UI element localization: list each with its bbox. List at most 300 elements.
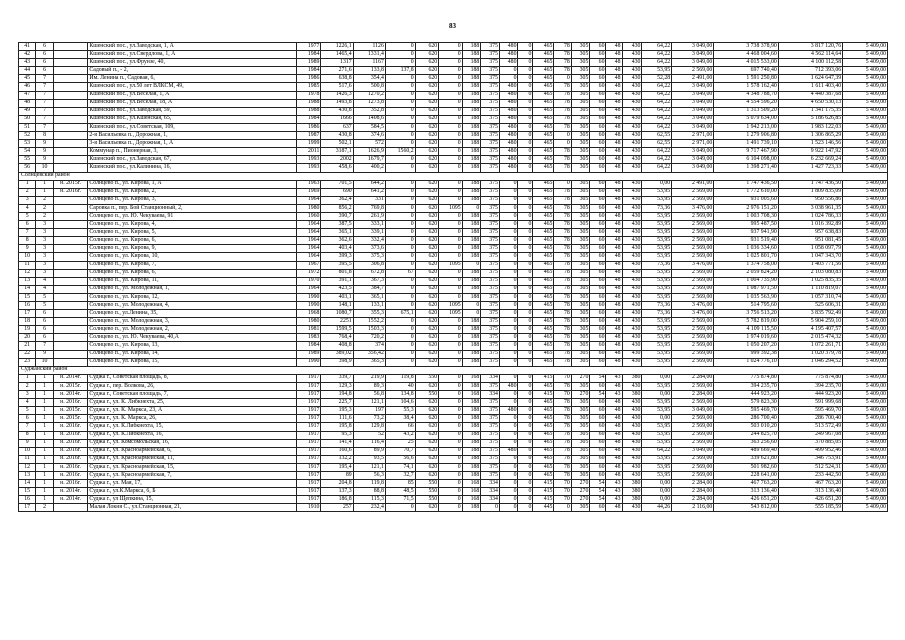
table-cell: 375	[481, 407, 500, 415]
table-cell: 400,2	[353, 164, 385, 172]
table-cell: 0	[518, 229, 533, 237]
table-cell: 64,22	[642, 123, 672, 131]
table-cell: 168	[462, 496, 481, 504]
table-cell: 1 046 294,52	[778, 358, 842, 366]
table-cell: 3 049,00	[672, 83, 714, 91]
table-cell: 2 015 474,32	[778, 334, 842, 342]
table-cell: 334	[481, 374, 500, 382]
table-cell: 1599,5	[321, 326, 353, 334]
table-cell: 380	[622, 480, 642, 488]
table-cell: н. 2016г.	[53, 480, 88, 488]
table-cell: 64,22	[642, 148, 672, 156]
table-cell: 430	[622, 196, 642, 204]
table-cell: 1968	[296, 310, 321, 318]
table-cell: 188	[462, 75, 481, 83]
table-cell: 430	[622, 132, 642, 140]
table-cell: 48	[606, 180, 622, 188]
table-cell: 188	[462, 415, 481, 423]
table-cell: 305	[571, 196, 590, 204]
table-cell: 801,8	[321, 269, 353, 277]
table-cell: н. 2015г.	[53, 407, 88, 415]
table-cell: 48	[606, 423, 622, 431]
table-cell: 9	[19, 439, 36, 447]
table-cell: 53,95	[642, 407, 672, 415]
table-cell: 362,6	[321, 237, 353, 245]
table-cell	[53, 358, 88, 366]
table-cell: 60	[590, 115, 606, 123]
table-cell: 44	[19, 67, 36, 75]
table-cell: 53,95	[642, 67, 672, 75]
table-cell: Суджа г., ул. К. Маркса, 26,	[88, 415, 296, 423]
table-cell: 5 409,00	[843, 115, 888, 123]
table-cell: 60	[590, 455, 606, 463]
table-cell: 1 983 122,03	[778, 123, 842, 131]
table-cell: 1	[36, 496, 53, 504]
table-cell: 0	[518, 196, 533, 204]
table-cell: 0	[385, 229, 415, 237]
table-cell: 43	[606, 496, 622, 504]
table-cell: 3	[36, 253, 53, 261]
table-cell: 53,95	[642, 423, 672, 431]
table-body	[19, 43, 888, 512]
table-cell: 38,4	[385, 415, 415, 423]
table-cell: 2 569,00	[672, 318, 714, 326]
table-cell: 305	[571, 99, 590, 107]
table-cell: 1552,2	[353, 318, 385, 326]
table-cell: 188	[462, 382, 481, 390]
table-cell: 1917	[296, 407, 321, 415]
table-cell: 3 476,00	[672, 302, 714, 310]
table-cell: н. 2016г.	[53, 188, 88, 196]
table-cell: 4 100 112,58	[778, 59, 842, 67]
table-cell: 513 572,49	[778, 423, 842, 431]
table-cell: Саровка п., пер. Бой Станционный, 2,	[88, 204, 296, 212]
table-cell: 1988	[296, 107, 321, 115]
table-cell: Кшенский пос., ул.Советская, 109,	[88, 123, 296, 131]
section-title: Суджанский район	[19, 366, 888, 374]
table-cell: 426 651,20	[778, 496, 842, 504]
table-cell: 1917	[296, 455, 321, 463]
table-cell: 365,3	[353, 358, 385, 366]
table-cell: 0	[439, 221, 463, 229]
table-cell: 430	[622, 123, 642, 131]
table-cell: 375,3	[353, 253, 385, 261]
table-cell: Кшенский пос., ул.Калинина, 16,	[88, 164, 296, 172]
table-cell: 3 835 792,49	[778, 310, 842, 318]
table-cell: 620	[415, 318, 439, 326]
table-cell: 465	[533, 439, 554, 447]
table-cell: 56	[19, 164, 36, 172]
table-cell: 0	[439, 75, 463, 83]
table-cell: 62,55	[642, 132, 672, 140]
table-cell: 465	[533, 212, 554, 220]
table-cell: 355,3	[353, 310, 385, 318]
table-cell: 465	[533, 180, 554, 188]
table-cell: 305	[571, 269, 590, 277]
table-cell: Кшенский пос., ул.Заводская, 59,	[88, 107, 296, 115]
table-cell: 467 763,20	[778, 480, 842, 488]
table-cell: 375	[481, 164, 500, 172]
table-cell: 0	[385, 123, 415, 131]
table-cell	[53, 164, 88, 172]
table-cell: 60	[590, 156, 606, 164]
table-cell: 67	[385, 269, 415, 277]
table-cell: 620	[415, 326, 439, 334]
table-cell: 0	[554, 132, 571, 140]
table-cell: 375	[481, 212, 500, 220]
table-cell: 465	[533, 59, 554, 67]
table-cell: 188	[462, 423, 481, 431]
table-cell: 374	[353, 342, 385, 350]
table-row	[19, 221, 888, 229]
table-cell: 951 081,45	[778, 237, 842, 245]
table-cell: 620	[415, 431, 439, 439]
table-cell: 620	[415, 67, 439, 75]
table-cell: 465	[533, 463, 554, 471]
table-cell: 445	[533, 504, 554, 512]
table-cell: 620	[415, 334, 439, 342]
table-cell: 3 049,00	[672, 407, 714, 415]
table-cell: 48	[606, 285, 622, 293]
table-cell: 1917	[296, 431, 321, 439]
table-cell: 620	[415, 180, 439, 188]
table-cell: 47	[19, 91, 36, 99]
table-cell: 2	[36, 212, 53, 220]
table-cell: 375	[481, 115, 500, 123]
table-cell: 375	[481, 334, 500, 342]
table-cell: 0	[518, 391, 533, 399]
table-cell: 4 468 004,60	[714, 51, 778, 59]
table-cell: 78	[554, 293, 571, 301]
table-cell: 188	[462, 67, 481, 75]
table-cell: 93,5	[353, 455, 385, 463]
table-cell: 64,22	[642, 59, 672, 67]
table-cell: Солнцево п., ул. Кирова, 1, А	[88, 180, 296, 188]
table-cell: 305	[571, 148, 590, 156]
table-cell: 375	[481, 382, 500, 390]
table-cell	[53, 326, 88, 334]
table-cell	[53, 237, 88, 245]
table-cell: 0	[499, 229, 518, 237]
table-cell: 70	[554, 391, 571, 399]
table-cell: 46	[19, 83, 36, 91]
table-cell: 775 874,80	[714, 374, 778, 382]
table-cell: 5 409,00	[843, 229, 888, 237]
table-cell	[53, 229, 88, 237]
table-cell: 60	[590, 43, 606, 51]
table-cell: 3 049,00	[672, 123, 714, 131]
table-cell: 0	[385, 285, 415, 293]
table-cell: 2 569,00	[672, 293, 714, 301]
table-cell: н. 2016г.	[53, 447, 88, 455]
table-cell: 3 756 513,20	[714, 310, 778, 318]
table-cell: 305	[571, 204, 590, 212]
table-cell: 60	[590, 318, 606, 326]
table-cell: 995 487,50	[714, 221, 778, 229]
table-cell: 5 409,00	[843, 399, 888, 407]
table-cell: 41	[19, 43, 36, 51]
table-cell: 1	[36, 423, 53, 431]
table-cell: 53,95	[642, 455, 672, 463]
table-cell: 408,8	[321, 342, 353, 350]
table-cell: 375	[481, 75, 500, 83]
table-cell: 53,95	[642, 350, 672, 358]
table-cell: 1 491 739,10	[714, 140, 778, 148]
table-cell: 430	[622, 455, 642, 463]
table-cell: 64,22	[642, 91, 672, 99]
table-cell: 465	[533, 342, 554, 350]
table-cell: 0	[385, 115, 415, 123]
table-cell: 1970	[296, 277, 321, 285]
table-cell: 129,3	[321, 382, 353, 390]
table-cell: 430	[622, 431, 642, 439]
table-cell: 9 922 147,92	[778, 148, 842, 156]
table-cell: 0	[385, 212, 415, 220]
table-row	[19, 439, 888, 447]
table-cell: 403,1	[321, 293, 353, 301]
table-cell: 394 235,70	[714, 382, 778, 390]
table-cell: 78	[554, 423, 571, 431]
table-row	[19, 99, 888, 107]
table-cell: 5 409,00	[843, 342, 888, 350]
table-cell: 465	[533, 310, 554, 318]
table-cell: н. 2014г.	[53, 374, 88, 382]
table-cell: 15	[19, 488, 36, 496]
table-cell: 2011	[296, 148, 321, 156]
table-cell: 188	[462, 212, 481, 220]
table-cell: 1917	[296, 447, 321, 455]
table-cell: 0	[518, 293, 533, 301]
table-cell: 1917	[296, 439, 321, 447]
table-cell: 88,8	[353, 488, 385, 496]
table-cell: 5 409,00	[843, 277, 888, 285]
table-cell: 430	[622, 269, 642, 277]
table-cell: 1917	[296, 382, 321, 390]
table-cell: 1 772 610,00	[714, 188, 778, 196]
table-cell: 2 569,00	[672, 269, 714, 277]
table-cell: 375	[481, 107, 500, 115]
table-cell: 1 036 334,60	[714, 245, 778, 253]
table-cell: 375	[481, 358, 500, 366]
table-row	[19, 115, 888, 123]
table-cell: 6	[19, 415, 36, 423]
table-cell: 4 554 596,20	[714, 99, 778, 107]
table-cell: 0	[439, 253, 463, 261]
table-cell: Суджа г., ул Щепкина, 15,	[88, 496, 296, 504]
table-cell: 375	[481, 455, 500, 463]
table-cell: 0	[385, 180, 415, 188]
table-cell: 1 403 771,56	[778, 261, 842, 269]
table-cell: 1 398 271,40	[714, 164, 778, 172]
table-cell: 620	[415, 399, 439, 407]
table-cell: 480	[499, 99, 518, 107]
table-cell	[53, 196, 88, 204]
table-cell: 0	[518, 59, 533, 67]
table-cell: 5 409,00	[843, 83, 888, 91]
table-cell: 2 569,00	[672, 342, 714, 350]
table-cell: 0	[499, 431, 518, 439]
table-cell: 0	[518, 350, 533, 358]
table-cell: 0	[499, 342, 518, 350]
table-cell: 305	[571, 285, 590, 293]
section-header-row	[19, 366, 888, 374]
table-cell: 637	[321, 123, 353, 131]
table-cell: 1 747 436,50	[714, 180, 778, 188]
section-title: Солнцевский район	[19, 172, 888, 180]
table-cell: 375	[481, 148, 500, 156]
table-cell: 188	[462, 326, 481, 334]
table-cell: н. 2015г.	[53, 180, 88, 188]
table-cell: 430	[622, 156, 642, 164]
table-cell: 5 409,00	[843, 318, 888, 326]
table-cell: 0	[439, 99, 463, 107]
table-cell: 1 427 723,33	[778, 164, 842, 172]
table-cell: 188	[462, 269, 481, 277]
table-cell: 375	[481, 132, 500, 140]
table-cell: 380	[622, 496, 642, 504]
table-cell: 5 409,00	[843, 67, 888, 75]
table-cell: 0	[439, 496, 463, 504]
table-row	[19, 277, 888, 285]
table-cell: 2	[36, 196, 53, 204]
table-cell: 465	[533, 407, 554, 415]
table-cell: 70	[554, 374, 571, 382]
table-cell: 465	[533, 285, 554, 293]
table-cell: 1	[36, 407, 53, 415]
table-cell: 465	[533, 261, 554, 269]
table-cell: 620	[415, 447, 439, 455]
table-cell: 85	[385, 480, 415, 488]
table-cell: 5 409,00	[843, 423, 888, 431]
table-cell: 60	[590, 229, 606, 237]
table-cell: 78	[554, 123, 571, 131]
table-cell: 775 874,80	[778, 374, 842, 382]
table-cell: 430	[622, 59, 642, 67]
table-cell: 1095	[439, 261, 463, 269]
table-cell: 228 641,00	[714, 471, 778, 479]
table-cell: 1	[36, 188, 53, 196]
table-cell: 352,8	[353, 107, 385, 115]
table-cell: 78	[554, 196, 571, 204]
table-cell: 373,6	[353, 245, 385, 253]
table-cell: 430	[622, 107, 642, 115]
table-cell: 1095	[439, 204, 463, 212]
table-cell: 375	[481, 140, 500, 148]
table-cell: 60	[590, 310, 606, 318]
table-cell: 465	[533, 334, 554, 342]
table-cell: 1	[36, 180, 53, 188]
table-cell: 2 569,00	[672, 439, 714, 447]
table-cell: 339 621,80	[714, 455, 778, 463]
table-cell: 48	[606, 51, 622, 59]
table-cell: 78	[554, 253, 571, 261]
table-cell: 188	[462, 334, 481, 342]
table-cell	[53, 132, 88, 140]
table-cell: 0	[518, 342, 533, 350]
table-cell: 60	[590, 204, 606, 212]
table-cell: 512 524,31	[778, 463, 842, 471]
table-cell: 430	[622, 302, 642, 310]
table-cell: 5 186 626,85	[778, 115, 842, 123]
table-cell: 188	[462, 504, 481, 512]
table-cell: 0	[518, 43, 533, 51]
table-cell: 0	[518, 447, 533, 455]
table-cell: 0	[439, 140, 463, 148]
table-cell: 48	[606, 164, 622, 172]
table-cell: 257	[321, 504, 353, 512]
table-cell: 305	[571, 51, 590, 59]
table-cell: 60	[590, 415, 606, 423]
table-cell: 1	[36, 382, 53, 390]
table-cell: 2 569,00	[672, 67, 714, 75]
table-cell: 465	[533, 99, 554, 107]
table-cell: 0	[499, 212, 518, 220]
table-cell: 387,5	[321, 221, 353, 229]
table-cell: 48	[606, 140, 622, 148]
table-cell: 5 409,00	[843, 480, 888, 488]
table-cell: 5	[36, 302, 53, 310]
table-cell: 60	[590, 350, 606, 358]
table-cell: 188	[462, 140, 481, 148]
table-cell: 53,95	[642, 229, 672, 237]
table-row	[19, 123, 888, 131]
table-cell: 4 650 530,13	[778, 99, 842, 107]
table-cell: 60	[590, 212, 606, 220]
table-cell: 480	[499, 132, 518, 140]
table-cell: 64,22	[642, 156, 672, 164]
table-cell: 0	[439, 285, 463, 293]
table-cell: 0	[518, 285, 533, 293]
table-row	[19, 285, 888, 293]
table-cell: 672,8	[353, 269, 385, 277]
table-cell: 2 569,00	[672, 455, 714, 463]
table-cell: 305	[571, 439, 590, 447]
table-cell: 415	[533, 391, 554, 399]
table-cell: 375	[481, 302, 500, 310]
table-cell: 0	[499, 269, 518, 277]
table-cell: 1 020 379,78	[778, 350, 842, 358]
table-cell	[53, 107, 88, 115]
table-cell: 5 409,00	[843, 123, 888, 131]
table-cell: 305	[571, 83, 590, 91]
table-cell: 305	[571, 382, 590, 390]
table-cell: 73,36	[642, 204, 672, 212]
table-cell: 313 136,40	[778, 488, 842, 496]
table-cell: 305	[571, 334, 590, 342]
table-cell: 2-я Васильевка п., Дорожная, 1,	[88, 132, 296, 140]
table-cell: 0	[499, 318, 518, 326]
table-row	[19, 293, 888, 301]
table-cell: 1503,3	[353, 326, 385, 334]
table-cell: 2 569,00	[672, 415, 714, 423]
table-cell: 305	[571, 156, 590, 164]
table-cell: 16	[19, 496, 36, 504]
table-cell	[53, 123, 88, 131]
table-cell: 2 569,00	[672, 471, 714, 479]
table-cell: 0	[439, 107, 463, 115]
table-cell: 2 569,00	[672, 285, 714, 293]
table-cell: 71,5	[385, 496, 415, 504]
table-cell: 375	[481, 399, 500, 407]
housing-registry-table	[18, 42, 888, 512]
table-cell: 195,3	[321, 407, 353, 415]
table-cell: 43	[606, 480, 622, 488]
table-cell: 0	[518, 67, 533, 75]
table-cell: 620	[415, 164, 439, 172]
table-cell: 430	[622, 407, 642, 415]
table-cell: 0,00	[642, 496, 672, 504]
table-cell: 78	[554, 107, 571, 115]
